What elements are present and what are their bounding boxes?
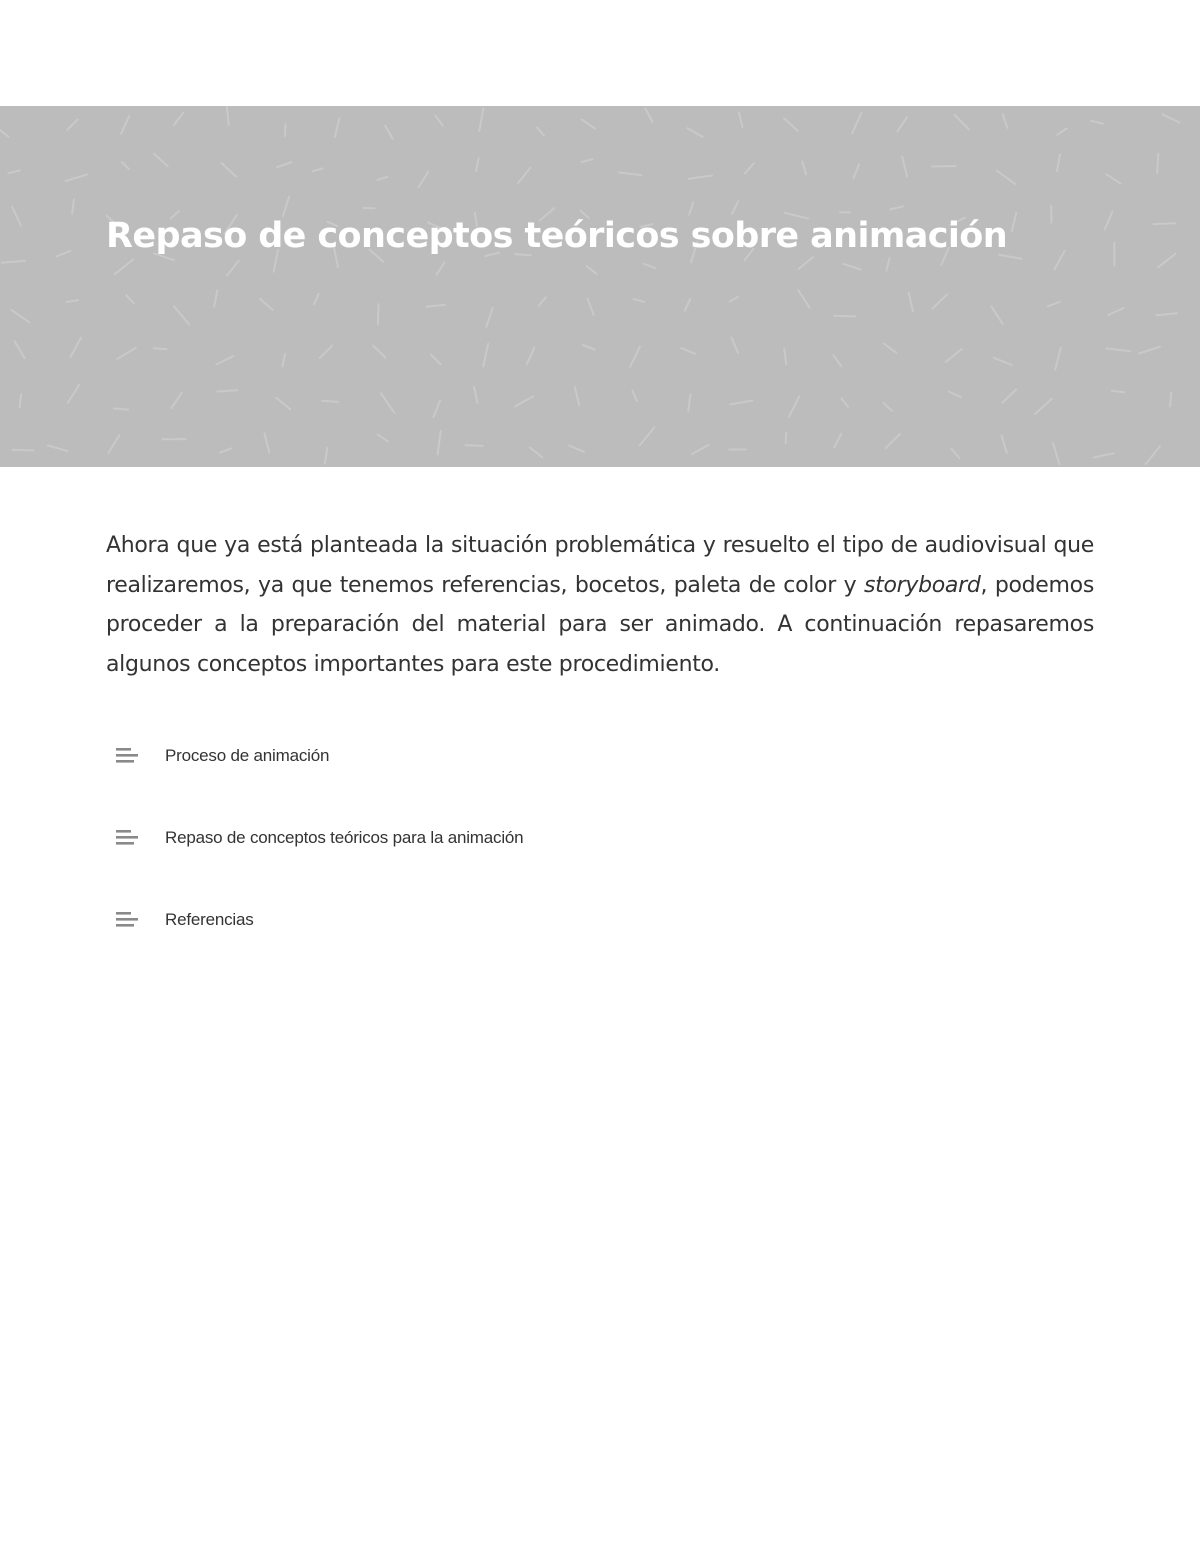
confetti-stroke: [325, 448, 328, 464]
confetti-stroke: [122, 162, 129, 169]
confetti-stroke: [1003, 114, 1008, 128]
confetti-stroke: [1108, 308, 1124, 315]
confetti-stroke: [71, 338, 82, 357]
confetti-stroke: [833, 355, 841, 366]
lesson-item-proceso[interactable]: [114, 734, 523, 778]
confetti-stroke: [1170, 393, 1171, 407]
confetti-stroke: [1057, 154, 1060, 171]
confetti-stroke: [799, 257, 813, 269]
confetti-stroke: [630, 347, 640, 367]
confetti-stroke: [154, 348, 167, 349]
confetti-stroke: [932, 166, 956, 167]
confetti-stroke: [276, 398, 290, 409]
lesson-label: Proceso de animación: [165, 746, 330, 765]
confetti-stroke: [1055, 348, 1061, 370]
intro-text-end: , podemos proceder a la preparación del material para ser animado. A continuación repasaremos algunos conceptos importantes para este procedimiento.: [106, 572, 1094, 677]
confetti-stroke: [745, 163, 754, 173]
confetti-pattern: [0, 106, 1200, 467]
confetti-stroke: [0, 128, 9, 137]
confetti-stroke: [1106, 348, 1130, 351]
confetti-stroke: [174, 307, 189, 325]
confetti-stroke: [891, 206, 904, 209]
confetti-stroke: [685, 299, 690, 311]
confetti-stroke: [67, 120, 77, 130]
confetti-stroke: [227, 106, 229, 125]
confetti-stroke: [688, 394, 690, 411]
confetti-stroke: [419, 172, 429, 187]
confetti-stroke: [227, 261, 239, 276]
confetti-stroke: [217, 390, 237, 391]
confetti-stroke: [320, 346, 333, 358]
confetti-stroke: [582, 120, 595, 129]
confetti-stroke: [1091, 121, 1103, 124]
confetti-stroke: [381, 393, 394, 413]
confetti-stroke: [946, 349, 962, 362]
confetti-stroke: [283, 354, 286, 367]
text-lines-icon: [114, 911, 140, 929]
confetti-stroke: [1002, 435, 1007, 453]
confetti-stroke: [909, 293, 913, 312]
confetti-stroke: [68, 385, 80, 403]
confetti-stroke: [214, 291, 217, 307]
hero-banner: [0, 106, 1200, 467]
lesson-list: [114, 734, 523, 980]
confetti-stroke: [483, 344, 488, 367]
confetti-stroke: [581, 159, 592, 162]
confetti-stroke: [841, 398, 848, 406]
confetti-stroke: [12, 207, 21, 226]
confetti-stroke: [438, 431, 441, 455]
confetti-stroke: [13, 450, 34, 451]
confetti-stroke: [575, 387, 580, 405]
confetti-stroke: [114, 408, 128, 409]
confetti-stroke: [1162, 114, 1179, 122]
confetti-stroke: [171, 393, 182, 408]
confetti-stroke: [474, 387, 478, 403]
confetti-stroke: [373, 346, 385, 358]
confetti-stroke: [1055, 251, 1065, 270]
confetti-stroke: [1112, 391, 1124, 393]
confetti-stroke: [1048, 302, 1061, 307]
confetti-stroke: [854, 164, 860, 178]
confetti-stroke: [997, 171, 1016, 184]
lesson-label: Referencias: [165, 910, 254, 929]
confetti-stroke: [1154, 223, 1176, 224]
confetti-stroke: [527, 348, 534, 364]
text-lines-icon: [114, 829, 140, 847]
confetti-stroke: [732, 201, 738, 213]
page-title: Repaso de conceptos teóricos sobre animación: [106, 216, 1008, 256]
confetti-stroke: [1012, 213, 1016, 232]
confetti-stroke: [834, 316, 855, 317]
confetti-stroke: [569, 446, 584, 452]
confetti-stroke: [67, 300, 79, 302]
confetti-stroke: [476, 158, 479, 171]
confetti-stroke: [681, 348, 695, 354]
confetti-stroke: [20, 394, 22, 407]
confetti-stroke: [285, 124, 286, 136]
confetti-stroke: [66, 175, 88, 181]
intro-paragraph: [106, 526, 1094, 684]
confetti-stroke: [798, 290, 809, 307]
confetti-stroke: [632, 391, 636, 401]
confetti-stroke: [1146, 446, 1160, 464]
confetti-stroke: [486, 308, 492, 327]
confetti-stroke: [886, 258, 889, 271]
confetti-stroke: [1053, 443, 1059, 464]
confetti-stroke: [730, 297, 739, 302]
confetti-stroke: [955, 115, 969, 129]
confetti-stroke: [322, 401, 338, 402]
confetti-stroke: [1094, 453, 1114, 457]
confetti-stroke: [466, 445, 483, 446]
confetti-stroke: [897, 117, 907, 131]
confetti-stroke: [314, 294, 319, 304]
lesson-item-referencias[interactable]: [114, 898, 523, 942]
confetti-stroke: [539, 297, 546, 305]
confetti-stroke: [8, 170, 20, 173]
confetti-stroke: [902, 157, 907, 177]
confetti-stroke: [692, 445, 709, 454]
confetti-stroke: [48, 446, 68, 452]
confetti-stroke: [843, 264, 861, 270]
confetti-stroke: [784, 349, 786, 365]
confetti-stroke: [174, 113, 183, 125]
confetti-stroke: [951, 449, 959, 459]
confetti-stroke: [852, 113, 861, 133]
confetti-stroke: [437, 262, 445, 274]
confetti-stroke: [2, 261, 25, 263]
confetti-stroke: [530, 447, 543, 457]
confetti-stroke: [378, 304, 379, 324]
confetti-stroke: [11, 310, 29, 322]
confetti-stroke: [377, 177, 387, 180]
confetti-stroke: [378, 435, 388, 442]
confetti-stroke: [154, 154, 168, 166]
confetti-stroke: [688, 176, 712, 179]
confetti-stroke: [1139, 347, 1160, 354]
confetti-stroke: [126, 295, 134, 303]
confetti-stroke: [789, 396, 800, 417]
confetti-stroke: [932, 294, 947, 308]
confetti-stroke: [619, 173, 641, 176]
confetti-stroke: [518, 168, 530, 184]
confetti-stroke: [216, 356, 233, 364]
confetti-stroke: [108, 435, 119, 453]
confetti-stroke: [277, 162, 291, 167]
intro-text-italic: storyboard: [863, 572, 981, 598]
confetti-stroke: [784, 118, 798, 130]
confetti-stroke: [994, 358, 1012, 365]
confetti-stroke: [118, 348, 136, 359]
confetti-stroke: [1157, 154, 1158, 173]
confetti-stroke: [587, 266, 597, 274]
confetti-stroke: [335, 119, 340, 138]
confetti-stroke: [883, 343, 896, 353]
confetti-stroke: [786, 432, 787, 443]
confetti-stroke: [220, 448, 232, 452]
confetti-stroke: [1107, 174, 1121, 183]
confetti-stroke: [949, 392, 961, 398]
confetti-stroke: [884, 403, 892, 411]
confetti-stroke: [640, 428, 655, 446]
confetti-stroke: [436, 116, 443, 126]
confetti-stroke: [434, 400, 441, 417]
confetti-stroke: [991, 306, 1003, 324]
confetti-stroke: [1035, 399, 1052, 414]
confetti-stroke: [1003, 390, 1017, 403]
confetti-stroke: [732, 337, 738, 352]
confetti-stroke: [634, 299, 645, 302]
confetti-stroke: [730, 401, 752, 405]
confetti-stroke: [886, 434, 900, 448]
confetti-stroke: [283, 197, 289, 217]
confetti-stroke: [515, 396, 533, 406]
confetti-stroke: [72, 200, 74, 214]
confetti-stroke: [1158, 254, 1176, 268]
confetti-stroke: [57, 251, 71, 256]
confetti-stroke: [583, 345, 595, 350]
confetti-stroke: [1156, 313, 1177, 315]
confetti-stroke: [645, 108, 652, 121]
confetti-stroke: [537, 128, 544, 136]
confetti-stroke: [479, 109, 483, 132]
confetti-stroke: [834, 434, 841, 447]
intro-text-start: Ahora que ya está planteada la situación problemática y resuelto el tipo de audiovisual que realizaremos, ya que tenemos referencias, bocetos, paleta de color y: [106, 533, 1094, 598]
text-lines-icon: [114, 747, 140, 765]
confetti-stroke: [385, 126, 393, 139]
confetti-stroke: [802, 162, 806, 175]
confetti-stroke: [121, 116, 129, 134]
confetti-stroke: [264, 433, 269, 452]
confetti-stroke: [222, 163, 236, 176]
confetti-stroke: [431, 354, 441, 364]
confetti-stroke: [1105, 212, 1113, 230]
confetti-stroke: [427, 305, 445, 307]
confetti-stroke: [739, 112, 743, 127]
confetti-stroke: [1057, 128, 1067, 134]
confetti-stroke: [14, 341, 24, 358]
confetti-stroke: [688, 128, 703, 137]
confetti-stroke: [689, 202, 693, 214]
confetti-stroke: [115, 260, 133, 275]
lesson-label: Repaso de conceptos teóricos para la animación: [165, 828, 524, 847]
confetti-stroke: [588, 298, 594, 315]
confetti-stroke: [644, 264, 656, 268]
confetti-stroke: [313, 168, 323, 171]
confetti-stroke: [260, 299, 273, 310]
lesson-item-repaso[interactable]: [114, 816, 523, 860]
